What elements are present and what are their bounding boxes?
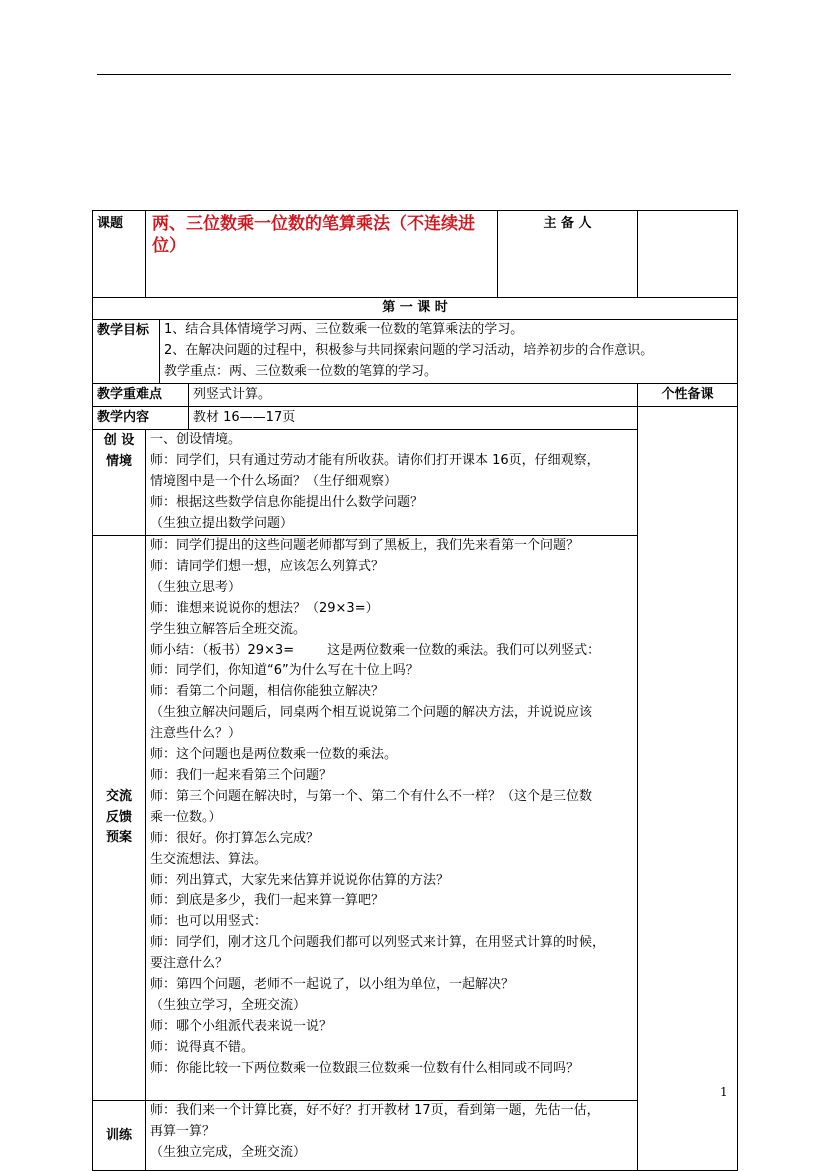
exchange-line: 生交流想法、算法。 xyxy=(150,851,268,867)
training-section-text xyxy=(146,1101,638,1171)
session-title: 第 一 课 时 xyxy=(93,298,738,320)
create-section-label xyxy=(93,430,146,536)
lesson-plan-table xyxy=(92,210,738,1171)
training-section-label: 训练 xyxy=(93,1101,146,1171)
exchange-line: 师：也可以用竖式： xyxy=(150,914,268,930)
exchange-line: 师：第三个问题在解决时，与第一个、第二个有什么不一样？（这个是三位数 xyxy=(150,788,593,804)
create-line: 师：同学们，只有通过劳动才能有所收获。请你们打开课本 16页，仔细观察， xyxy=(150,452,600,468)
header-rule xyxy=(97,74,731,75)
create-line: 情境图中是一个什么场面？（生仔细观察） xyxy=(150,473,398,489)
exchange-line: 师：到底是多少，我们一起来算一算吧？ xyxy=(150,893,385,909)
exchange-section-label xyxy=(93,536,146,1101)
preparer-label: 主 备 人 xyxy=(498,211,638,298)
topic-label: 课题 xyxy=(93,211,146,298)
training-line: 师：我们来一个计算比赛，好不好？打开教材 17页，看到第一题，先估一估， xyxy=(150,1103,600,1118)
exchange-label-line: 预案 xyxy=(105,830,132,846)
objectives-text xyxy=(160,320,738,384)
preparer-value xyxy=(638,211,738,298)
exchange-line: 乘一位数。） xyxy=(150,809,222,825)
exchange-line: （生独立思考） xyxy=(150,579,242,595)
page-number: 1 xyxy=(720,1085,728,1099)
exchange-line: 师：这个问题也是两位数乘一位数的乘法。 xyxy=(150,747,398,763)
exchange-line: 师：说得真不错。 xyxy=(150,1039,255,1055)
create-line: 一、创设情境。 xyxy=(150,432,242,447)
exchange-line: 师：看第二个问题，相信你能独立解决？ xyxy=(150,684,385,700)
objective-line: 2、在解决问题的过程中，积极参与共同探索问题的学习活动，培养初步的合作意识。 xyxy=(164,342,654,358)
exchange-line: 师小结：（板书）29×3= 这是两位数乘一位数的乘法。我们可以列竖式： xyxy=(150,642,601,658)
exchange-line: 学生独立解答后全班交流。 xyxy=(150,621,307,637)
personal-notes-cell xyxy=(638,407,738,1171)
exchange-line: 师：第四个问题，老师不一起说了，以小组为单位，一起解决？ xyxy=(150,977,515,993)
training-line: 再算一算？ xyxy=(150,1123,216,1139)
exchange-line: 师：列出算式，大家先来估算并说说你估算的方法？ xyxy=(150,872,450,888)
exchange-line: 师：很好。你打算怎么完成？ xyxy=(150,830,320,846)
objectives-label: 教学目标 xyxy=(93,320,160,384)
exchange-line: 师：同学们，刚才这几个问题我们都可以列竖式来计算，在用竖式计算的时候， xyxy=(150,935,606,951)
create-label-line: 情境 xyxy=(105,453,132,469)
exchange-line: 师：同学们提出的这些问题老师都写到了黑板上，我们先来看第一个问题？ xyxy=(150,538,580,553)
topic-title: 两、三位数乘一位数的笔算乘法（不连续进位） xyxy=(146,211,498,298)
exchange-label-line: 交流 xyxy=(105,788,132,804)
training-line: （生独立完成，全班交流） xyxy=(150,1144,307,1160)
difficulty-value: 列竖式计算。 xyxy=(189,384,638,407)
content-value: 教材 16——17页 xyxy=(189,407,638,430)
objective-line: 教学重点：两、三位数乘一位数的笔算的学习。 xyxy=(164,363,438,379)
exchange-line: 师：谁想来说说你的想法？（29×3=） xyxy=(150,600,379,616)
exchange-line: 师：我们一起来看第三个问题？ xyxy=(150,767,333,783)
exchange-line: 注意些什么？） xyxy=(150,726,242,742)
exchange-line: 师：同学们，你知道“6”为什么写在十位上吗？ xyxy=(150,663,419,679)
difficulty-label: 教学重难点 xyxy=(93,384,189,407)
create-line: 师：根据这些数学信息你能提出什么数学问题？ xyxy=(150,494,424,510)
exchange-line: 师：请同学们想一想，应该怎么列算式？ xyxy=(150,558,385,574)
exchange-line: 师：你能比较一下两位数乘一位数跟三位数乘一位数有什么相同或不同吗？ xyxy=(150,1060,580,1076)
content-label: 教学内容 xyxy=(93,407,189,430)
exchange-line: （生独立解决问题后，同桌两个相互说说第二个问题的解决方法，并说说应该 xyxy=(150,705,593,721)
exchange-label-line: 反馈 xyxy=(105,809,132,825)
exchange-line: （生独立学习，全班交流） xyxy=(150,997,307,1013)
create-line: （生独立提出数学问题） xyxy=(150,515,294,531)
personal-notes-label: 个性备课 xyxy=(638,384,738,407)
objective-line: 1、结合具体情境学习两、三位数乘一位数的笔算乘法的学习。 xyxy=(164,322,524,337)
exchange-line: 要注意什么？ xyxy=(150,956,229,972)
create-label-line: 创 设 xyxy=(103,433,135,448)
create-section-text xyxy=(146,430,638,536)
exchange-line: 师：哪个小组派代表来说一说？ xyxy=(150,1018,333,1034)
exchange-section-text xyxy=(146,536,638,1101)
